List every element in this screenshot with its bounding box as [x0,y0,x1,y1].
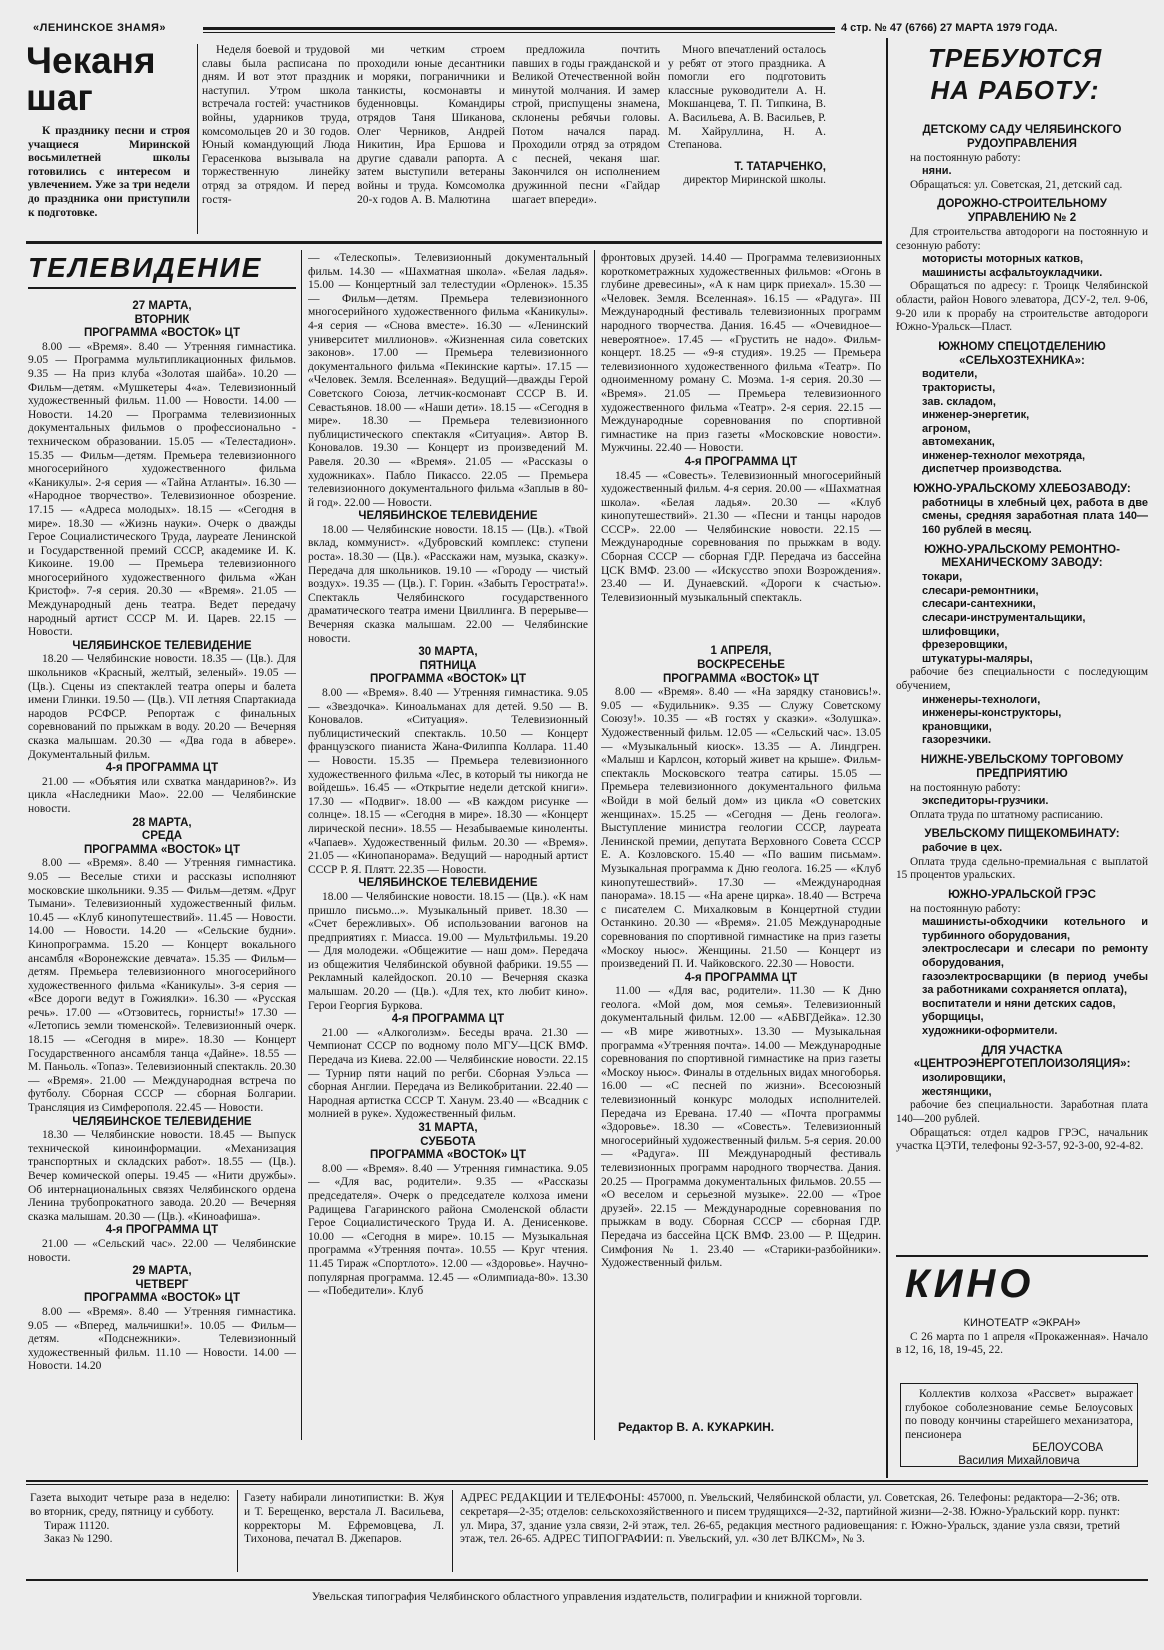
article-col3: предложила почтить павших в годы гражданской и Великой Отечественной войн минутой молчания. И замер строй, приспущены знамена, склонены ребячьи головы. Потом начался парад. Проходили отряд за отрядом с песней, чеканя шаг. Закончился он исполнением дружинной песни «Гайдар шагает впереди». [512,44,660,206]
article-author-title: директор Миринской школы. [683,174,826,187]
tv-program-header: ВТОРНИК [134,313,190,326]
job-ad-employer: ЮЖНОМУ СПЕЦОТДЕЛЕНИЮ «СЕЛЬХОЗТЕХНИКА»: [938,340,1106,367]
job-ad [896,1045,1148,1154]
right-column-rule [886,38,888,1478]
job-ad-position: изолировщики, [922,1072,1006,1085]
editor-signature: Редактор В. А. КУКАРКИН. [618,1420,775,1434]
tv-col-rule-2 [594,250,595,1440]
job-ad-text: рабочие без специальности с последующим обучением, [896,666,1148,692]
job-ad-text: рабочие без специальности. Заработная плата 140—200 рублей. [896,1099,1148,1126]
job-ad-employer: ЮЖНО-УРАЛЬСКОЙ ГРЭС [948,888,1096,901]
job-ad-position: шлифовщики, [922,625,1000,638]
job-ad-position: инженер-энергетик, [922,409,1030,422]
tv-program-listing: 8.00 — «Время». 8.40 — Утренняя гимнастика. 9.05 — «Вперед, мальчишки!». 10.05 — Фильм—детям. «Подснежники». Телевизионный художественный фильм. 11.10 — Новости. 14.00 — Новости. 14.20 [28,1305,296,1373]
tv-program-header: ПРОГРАММА «ВОСТОК» ЦТ [84,1292,240,1305]
job-ad-employer: ЮЖНО-УРАЛЬСКОМУ ХЛЕБОЗАВОДУ: [913,483,1131,496]
condolence-name2: Василия Михайловича [958,1455,1080,1468]
footer-typesetters: Газету набирали линотипистки: В. Жуя и Т. Берещенко, верстала Л. Васильева, корректоры М. Ефремовцева, Л. Тихонова, печатал В. Джепаров. [244,1492,444,1546]
job-ad-position: инженер-технолог мехотряда, [922,449,1086,462]
tv-program-header: 27 МАРТА, [132,300,192,312]
footer-top-rule-thin [26,1484,1148,1485]
tv-program-listing: фронтовых друзей. 14.40 — Программа телевизионных короткометражных художественных фильмов: «Огонь в глубине древесины», «А к нам цирк приехал». 15.30 — «Человек. Земля. Вселенная». 16.15 — «Радуга». III Международный фестиваль телевизионных программ народного творчества. Дания. 16.45 — «Очевидное—невероятное». 17.45 — «Грустить не надо». Фильм-концерт. 18.25 — «9-я студия». 19.25 — Премьера телевизионного художественного фильма «Театр». По одноименному роману С. Моэма. 1-я серия. 20.30 — «Время». 21.05 — Премьера телевизионного художественного фильма «Театр». 2-я серия. 22.15 — Международные соревнования по спортивной гимнастике на приз газеты «Московские новости». Мужчины. 22.40 — Новости. [601,252,881,455]
tv-program-header: ЧЕЛЯБИНСКОЕ ТЕЛЕВИДЕНИЕ [72,639,252,652]
job-ad-text: Для строительства автодороги на постоянную и сезонную работу: [896,225,1148,252]
job-ad-position: газорезчики. [922,734,992,747]
tv-program-header: 1 АПРЕЛЯ, [710,645,772,658]
job-ad-position: инженеры-технологи, [922,693,1041,706]
tv-program-header: 30 МАРТА, [418,646,478,659]
article-col1: Неделя боевой и трудовой славы была расписана по дням. И вот этот праздник наступил. Утром школа встречала гостей: участников войны, ударников труда, комсомольцев 20 и 30 годов. Юный командующий Люда Герасенкова вызывала на торжественную линейку отряд за отрядом. И перед гостя- [202,44,350,206]
job-ad-text: на постоянную работу: [910,781,1021,794]
job-ad-position: трактористы, [922,381,996,394]
job-ad-text: Оплата труда сдельно-премиальная с выплатой 15 процентов уральских. [896,855,1148,882]
tv-program-header: 31 МАРТА, [418,1122,478,1134]
job-ad-position: крановщики, [922,720,992,733]
job-ad [896,341,1148,477]
job-ad-text: Обращаться: отдел кадров ГРЭС, начальник участка ЦЭТИ, телефоны 92-3-57, 92-3-00, 92-4-82. [896,1126,1148,1153]
footer-circulation: Тираж 11120. [44,1519,110,1532]
tv-program-header: ПРОГРАММА «ВОСТОК» ЦТ [370,673,526,686]
job-ad-employer: ДЕТСКОМУ САДУ ЧЕЛЯБИНСКОГО РУДОУПРАВЛЕНИЯ [922,124,1122,150]
footer-address: АДРЕС РЕДАКЦИИ И ТЕЛЕФОНЫ: 457000, п. Увельский, Челябинской области, ул. Советская, 26. Телефоны: редактора—2-36; отв. секретаря—2-35; отделов: сельскохозяйственного и писем трудящихся—2-32, партийной жизни—2-38. Южно-Уральский корр. пункт: ул. Мира, 37, здание узла связи, 2-й этаж, тел. 26-65, редакция местного радиовещания: г. Южно-Уральск, здание узла связи, третий этаж, тел. 26-65. АДРЕС ТИПОГРАФИИ: п. Увельский, ул. «30 лет ВЛКСМ», № 3. [460,1492,1120,1546]
job-ad-position: диспетчер производства. [922,463,1062,476]
tv-program-header: ПРОГРАММА «ВОСТОК» ЦТ [84,843,240,856]
job-ad-position: автомеханик, [922,436,995,449]
article-col2: ми четким строем проходили юные десантники и моряки, пограничники и танкисты, космонавты и буденновцы. Командиры отрядов Таня Шиканова, Олег Черников, Андрей Никитин, Ира Ершова и другие сдавали рапорта. А затем выступили ветераны войны и труда. Комсомолка 20-х годов А. В. Малютина [357,44,505,206]
tv-heading-rule [28,287,296,289]
job-ad [896,889,1148,1039]
article-author: Т. ТАТАРЧЕНКО, [734,160,826,173]
tv-column-3 [601,252,881,1412]
article-title [26,42,171,116]
job-ad-position: уборщицы, [922,1011,984,1024]
tv-program-listing: 21.00 — «Алкоголизм». Беседы врача. 21.30 — Чемпионат СССР по водному поло МГУ—ЦСК ВМФ. Передача из Киева. 22.00 — Челябинские новости. 22.15 — Турнир пяти наций по регби. Сборная Уэльса — сборная Англии. Передача из Великобритании. 22.40 — Народная артистка СССР Т. Ханум. 23.40 — «Всадник с молнией в руке». Художественный фильм. [308,1026,588,1121]
tv-program-listing: 18.00 — Челябинские новости. 18.15 — (Цв.). «Твой вклад, коммунист». «Дубровский комплекс: ступени роста». 18.30 — (Цв.). «Расскажи нам, музыка, сказку». Передача для школьников. 19.10 — «Городу — чистый воздух». 19.35 — (Цв.). Г. Горин. «Забыть Герострата!». Спектакль Челябинского государственного драматического театра имени Цвиллинга. В перерыве—Вечерняя сказка малышам. 22.00 — Челябинские новости. [308,523,588,645]
article-title-line1: Чеканя [26,40,156,81]
kino-top-rule [896,1255,1148,1257]
tv-column-2 [308,252,588,1436]
article-col-rule [197,44,198,234]
tv-program-listing: — «Телескопы». Телевизионный документальный фильм. 14.30 — «Шахматная школа». «Белая ладья». 15.00 — Концертный зал телестудии «Орленок». 15.35 — Фильм—детям. Премьера телевизионного многосерийного художественного фильма «Каникулы». 4-я серия — «Снова вместе». 16.30 — «Ленинский университет миллионов». «Жизненная сила советских законов». 17.00 — Премьера телевизионного документального фильма «Пекинские карты». 17.15 — «Человек. Земля. Вселенная». Ведущий—дважды Герой Советского Союза, летчик-космонавт СССР В. И. Севастьянов. 18.00 — «Наши дети». 18.15 — «Сегодня в мире». 18.30 — Премьера телевизионного публицистического спектакля «Ситуация». Автор В. Коновалов. 19.30 — Концерт из произведений М. Равеля. 20.30 — «Время». 21.05 — «Рассказы о художниках». Пабло Пикассо. 22.05 — Премьера телевизионного документального фильма «Заплыв в 80-й год». 22.00 — Новости. [308,252,588,509]
job-ad-text: Оплата труда по штатному расписанию. [910,808,1103,821]
job-ad-employer: УВЕЛЬСКОМУ ПИЩЕКОМБИНАТУ: [924,828,1120,841]
job-ad-employer: ДОРОЖНО-СТРОИТЕЛЬНОМУ УПРАВЛЕНИЮ № 2 [937,198,1107,225]
tv-program-header: ПРОГРАММА «ВОСТОК» ЦТ [663,672,819,685]
tv-program-listing: 8.00 — «Время». 8.40 — Утренняя гимнастика. 9.05 — «Для вас, родители». 9.35 — «Рассказы председателя». Очерк о председателе колхоза имени Радищева Гагаринского района Смоленской области Герое Социалистического Труда И. А. Денисенкове. 10.00 — «Сегодня в мире». 10.15 — Музыкальная программа «Утренняя почта». 10.55 — Круг чтения. 11.45 Тираж «Спортлото». 12.00 — «Здоровье». Научно-популярная программа. 12.45 — «Олимпиада-80». 13.30 — «Победители». Клуб [308,1162,588,1298]
tv-program-listing: 8.00 — «Время». 8.40 — «На зарядку становись!». 9.05 — «Будильник». 9.35 — Служу Советскому Союзу!». 10.35 — «В гостях у сказки». «Золушка». Художественный фильм. 12.05 — «Сельский час». 13.05 — «Музыкальный киоск». 13.35 — А. Линдгрен. «Малыш и Карлсон, который живет на крыше». Фильм-спектакль Московского театра сатиры. 15.05 — Премьера телевизионного документального фильма «Войди в мой белый дом» из цикла «О советских женщинах». 15.25 — «Сегодня — День геолога». Выступление министра геологии СССР, лауреата Ленинской премии, депутата Верховного Совета СССР Е. А. Козловского. 15.40 — «По вашим письмам». Музыкальная программа к Дню геолога. 16.25 — «Клуб кинопутешествий». 17.30 — «Международная панорама». 18.15 — «На арене цирка». 18.40 — Встреча с писателем С. Михалковым в Концертной студии Останкино. 20.30 — «Время». 21.05 Международные соревнования по спортивной гимнастике на приз газеты «Москоу ньюс». Женщины. 21.50 — Концерт из произведений П. И. Чайковского. 22.30 — Новости. [601,686,881,971]
tv-program-listing: 18.30 — Челябинские новости. 18.45 — Выпуск технической кинoинформации. «Механизация транспортных и складских работ». 18.55 — (Цв.). Вечер комической оперы. 19.45 — «Нити дружбы». Об интернациональных связях Челябинского ордена Ленина трубопрокатного завода. 20.20 — Вечерняя сказка малышам. 20.30 — (Цв.). «Киноафиша». [28,1129,296,1223]
article-col4: Много впечатлений осталось у ребят от этого праздника. А помогли его подготовить классные руководители А. Н. Мокшанцева, Т. П. Типкина, В. А. Васильева, А. В. Васильев, Р. М. Хайруллина, Н. А. Степанова. Т. ТАТАРЧЕНКО, директор Миринской школы. [668,44,826,187]
tv-program-header: ПРОГРАММА «ВОСТОК» ЦТ [370,1149,526,1162]
job-ad-position: работницы в хлебный цех, работа в две смены, средняя заработная плата 140—160 рублей в месяц. [922,496,1148,537]
article-bottom-rule [26,241,882,244]
job-ad-position: инженеры-конструкторы, [922,707,1062,720]
footer-bottom-rule [26,1579,1148,1581]
spacer [601,605,881,645]
job-ad-employer: ЮЖНО-УРАЛЬСКОМУ РЕМОНТНО-МЕХАНИЧЕСКОМУ ЗАВОДУ: [924,543,1120,570]
tv-program-header: ЧЕТВЕРГ [135,1278,189,1291]
job-ad [896,828,1148,883]
job-ad-position: рабочие в цех. [922,842,1003,855]
job-ad [896,198,1148,334]
footer-col-rule-2 [452,1490,453,1572]
job-ad-position: няни. [922,165,952,178]
job-ad-position: жестянщики, [922,1085,992,1098]
job-ad [896,483,1148,538]
job-ad-text: Обращаться: ул. Советская, 21, детский сад. [910,178,1123,191]
ads-list [896,118,1148,1248]
job-ad-position: агроном, [922,422,971,435]
job-ad-position: электрослесари и слесари по ремонту оборудования, [922,943,1148,970]
job-ad [896,544,1148,748]
tv-program-listing: 21.00 — «Объятия или схватка мандаринов?». Из цикла «Наследники Мао». 22.00 — Челябинские новости. [28,775,296,815]
job-ad-position: экспедиторы-грузчики. [922,795,1049,808]
tv-program-header: 4-я ПРОГРАММА ЦТ [684,455,798,468]
tv-program-header: СУББОТА [420,1135,476,1148]
masthead-rule [203,27,835,30]
job-ad-position: слесари-сантехники, [922,598,1036,611]
tv-program-listing: 8.00 — «Время». 8.40 — Утренняя гимнастика. 9.05 — Веселые стихи и рассказы исполняют московские школьники. 9.35 — Фильм—детям. «Друг Тымани». Телевизионный художественный фильм. 10.45 — «Клуб кинопутешествий». 11.45 — Новости. 14.00 — Новости. 14.20 — «Сельские будни». Кинопрограмма. 15.20 — Концерт вокального ансамбля «Воронежские девчата». 15.35 — Фильм—детям. Премьера телевизионного многосерийного художественного фильма «Каникулы». 3-я серия — «Все дороги ведут в Гожиялки». 16.30 — «Русская речь». 17.00 — «Отзовитесь, горнисты!» 17.30 — «Летопись земли тюменской». Телевизионный очерк. 18.15 — «Сегодня в мире». 18.30 — Концерт Государственного ансамбля танца «Дайне». 18.55 — М. Паньоль. «Топаз». Телевизионный спектакль. 20.30 — «Время». 21.00 — Международная встреча по футболу. Сборная СССР — сборная Болгарии. Трансляция из Симферополя. 22.45 — Новости. [28,857,296,1115]
footer-top-rule [26,1480,1148,1482]
job-ad-employer: ДЛЯ УЧАСТКА «ЦЕНТРОЭНЕРГОТЕПЛОИЗОЛЯЦИЯ»: [913,1044,1131,1071]
tv-program-header: ПРОГРАММА «ВОСТОК» ЦТ [84,327,240,340]
kino-block [896,1317,1148,1377]
job-ad-position: слесари-ремонтники, [922,584,1039,597]
job-ad-text: на постоянную работу: [910,151,1021,164]
tv-program-header: 4-я ПРОГРАММА ЦТ [105,762,219,775]
tv-program-listing: 18.45 — «Совесть». Телевизионный многосерийный художественный фильм. 4-я серия. 20.00 — «Шахматная школа». «Белая ладья». 20.30 — «Клуб кинопутешествий». 21.30 — «Песни и танцы народов СССР». 22.00 — Челябинские новости. 22.15 — Международные соревнования по прыжкам в воду. Сборная СССР — сборная ГДР. Передача из бассейна ЦСК ВМФ. 23.00 — «Искусство эпохи Возрождения». 23.40 — И. Дунаевский. «Дороги к счастью». Телевизионный музыкальный спектакль. [601,469,881,604]
tv-program-listing: 8.00 — «Время». 8.40 — Утренняя гимнастика. 9.05 — «Звездочка». Киноальманах для детей. 9.50 — В. Коновалов. «Ситуация». Телевизионный публицистический спектакль. 10.50 — Концерт французского пианиста Жана-Филиппа Коллара. 11.40 — Новости. 15.35 — Премьера телевизионного художественного фильма «Лес, в который ты никогда не войдешь». 16.45 — «Открытие недели детской книги». 17.30 — «Подвиг». 18.00 — «В каждом рисунке — солнце». 18.15 — «Сегодня в мире». 18.30 — «Концерт лирической песни». 18.55 — Незабываемые киноленты. «Чапаев». Художественный фильм. 20.30 — «Время». 21.05 — «Кинопанорама». Ведущий — народный артист СССР Р. Я. Плятт. 22.35 — Новости. [308,687,588,876]
kino-cinema: КИНОТЕАТР «ЭКРАН» [963,1317,1081,1329]
tv-program-header: ЧЕЛЯБИНСКОЕ ТЕЛЕВИДЕНИЕ [358,510,538,523]
footer-schedule [30,1492,230,1547]
job-ad-position: воспитатели и няни детских садов, [922,997,1116,1010]
tv-heading: ТЕЛЕВИДЕНИЕ [28,252,263,283]
tv-program-header: 29 МАРТА, [132,1265,192,1278]
job-ad-position: машинисты-обходчики котельного и турбинного оборудования, [922,916,1148,942]
job-ad-position: газоэлектросварщики (в период учебы за работниками сохраняется оплата), [922,970,1148,997]
job-ad-position: штукатуры-маляры, [922,652,1033,665]
condolence-name1: БЕЛОУСОВА [1032,1442,1103,1455]
job-ad-text: Обращаться по адресу: г. Троицк Челябинской области, район Нового элеватора, ДСУ-2, тел. 9-06, 9-20 или к прорабу на строительстве автодороги Южно-Уральск—Пласт. [896,280,1148,334]
tv-program-listing: 8.00 — «Время». 8.40 — Утренняя гимнастика. 9.05 — Программа мультипликационных фильмов. 9.35 — На приз клуба «Золотая шайба». 10.20 — Фильм—детям. «Мушкетеры 4«а». Телевизионный художественный фильм. 11.00 — Новости. 14.00 — Новости. 14.20 — Программа телевизионных документальных фильмов о профессионально - техническом образовании. 15.05 — «Телестадион». 15.35 — Фильм—детям. Премьера телевизионного многосерийного художественного фильма «Каникулы». 2-я серия — «Тайна Атланты». 16.30 — «Народное творчество». Телевизионное обозрение. 17.15 — «Адреса молодых». 18.15 — «Сегодня в мире». 18.30 — «Жизнь науки». Очерк о дважды Герое Социалистического Труда, лауреате Ленинской и Государственной премий СССР, академике И. К. Кикоине. 19.00 — Премьера телевизионного многосерийного художественного фильма «Жан Кристоф». 7-я серия. 20.30 — «Время». 21.05 — Международный день театра. Ведет передачу народный артист СССР М. И. Царев. 22.15 — Новости. [28,340,296,639]
job-ad-position: машинисты асфальтоукладчики. [922,266,1103,279]
footer-schedule-text: Газета выходит четыре раза в неделю: во вторник, среду, пятницу и субботу. [30,1492,230,1518]
job-ad-employer: НИЖНЕ-УВЕЛЬСКОМУ ТОРГОВОМУ ПРЕДПРИЯТИЮ [920,753,1124,780]
job-ad [896,124,1148,192]
article-title-line2: шаг [26,77,93,118]
kino-text: С 26 марта по 1 апреля «Прокаженная». Начало в 12, 16, 18, 19-45, 22. [896,1330,1148,1357]
tv-program-listing: 11.00 — «Для вас, родители». 11.30 — К Дню геолога. «Мой дом, моя семья». Телевизионный документальный фильм. 12.00 — «АБВГДейка». 12.30 — «В мире животных». 13.30 — Музыкальная программа «Утренняя почта». 14.00 — Международные соревнования по спортивной гимнастике на приз газеты «Москоу ньюс». Финалы в отдельных видах многоборья. 16.00 — «С песней по жизни». Всесоюзный телевизионный конкурс молодых исполнителей. Передача из Еревана. 17.40 — «Почта программы «Здоровье». 18.30 — «Совесть». Телевизионный многосерийный художественный фильм. 5-я серия. 20.00 — «Радуга». III Международный фестиваль телевизионных программ народного творчества. Дания. 20.25 — Программа документальных фильмов. 20.55 — «О веселом и серьезной музыке». 22.00 — «Трое друзей». 22.15 — Международные соревнования по прыжкам в воду. Сборная СССР — сборная ГДР. Передача из бассейна ЦСК ВМФ. 23.00 — Р. Щедрин. Симфония № 1. 23.40 — «Старики-разбойники». Художественный фильм. [601,985,881,1270]
tv-program-listing: 18.20 — Челябинские новости. 18.35 — (Цв.). Для школьников «Красный, желтый, зеленый». 19.05 — (Цв.). Сцены из спектаклей театра оперы и балета имени Глинки. 19.50 — (Цв.). VII летняя Спартакиада народов РСФСР. Репортаж с финальных соревнований по прыжкам в воду. 20.20 — Вечерняя сказка малышам. 20.30 — «Два года в абвере». Документальный фильм. [28,653,296,761]
job-ad-position: токари, [922,571,963,584]
ads-heading: ТРЕБУЮТСЯ НА РАБОТУ: [927,43,1103,105]
masthead-issue-line: 4 стр. № 47 (6766) 27 МАРТА 1979 ГОДА. [841,22,1058,34]
tv-program-listing: 18.00 — Челябинские новости. 18.15 — (Цв.). «К нам пришло письмо...». Музыкальный привет. 18.30 — «Счет бережливых». Об использовании вагонов на предприятиях г. Миасса. 19.00 — Мультфильмы. 19.20 — Для молодежи. «Общежитие — наш дом». Передача из общежития Челябинской обувной фабрики. 19.55 — Рекламный калейдоскоп. 20.10 — Вечерняя сказка малышам. 20.20 — (Цв.). «Для тех, кто любит кино». Герои Георгия Буркова. [308,890,588,1012]
tv-program-header: СРЕДА [141,830,183,843]
tv-program-header: 4-я ПРОГРАММА ЦТ [684,971,798,984]
job-ad-position: зав. складом, [922,395,996,408]
job-ad-position: водители, [922,368,978,381]
footer-col-rule-1 [237,1490,238,1572]
masthead-rule-thin [203,32,835,33]
tv-program-header: ЧЕЛЯБИНСКОЕ ТЕЛЕВИДЕНИЕ [72,1115,252,1128]
kino-heading: КИНО [905,1262,1035,1306]
tv-program-header: 4-я ПРОГРАММА ЦТ [391,1013,505,1026]
job-ad-position: слесари-инструментальщики, [922,612,1086,625]
footer-order: Заказ № 1290. [44,1533,113,1546]
tv-program-header: 4-я ПРОГРАММА ЦТ [105,1224,219,1237]
tv-program-listing: 21.00 — «Сельский час». 22.00 — Челябинские новости. [28,1237,296,1264]
tv-program-header: 28 МАРТА, [132,816,192,829]
job-ad-position: фрезеровщики, [922,639,1008,652]
job-ad [896,754,1148,822]
tv-program-header: ПЯТНИЦА [419,659,477,672]
job-ad-position: художники-оформители. [922,1025,1058,1038]
tv-column-1 [28,300,296,1436]
masthead-paper-name: «ЛЕНИНСКОЕ ЗНАМЯ» [33,22,167,34]
footer-printer: Увельская типография Челябинского областного управления издательств, полиграфии и книжной торговли. [311,1589,863,1603]
condolence-text: Коллектив колхоза «Рассвет» выражает глубокое соболезнование семье Белоусовых по поводу кончины старейшего механизатора, пенсионера [905,1388,1133,1441]
job-ad-position: мотористы моторных катков, [922,253,1084,266]
tv-col-rule-1 [301,250,302,1440]
job-ad-text: на постоянную работу: [910,902,1021,915]
tv-program-header: ЧЕЛЯБИНСКОЕ ТЕЛЕВИДЕНИЕ [358,877,538,890]
article-lead: К празднику песни и строя учащиеся Миринской восьмилетней школы готовились с интересом и увлечением. Уже за три недели до праздника они приступили к подготовке. [28,125,190,219]
condolence-box [900,1383,1138,1467]
tv-program-header: ВОСКРЕСЕНЬЕ [697,659,785,672]
